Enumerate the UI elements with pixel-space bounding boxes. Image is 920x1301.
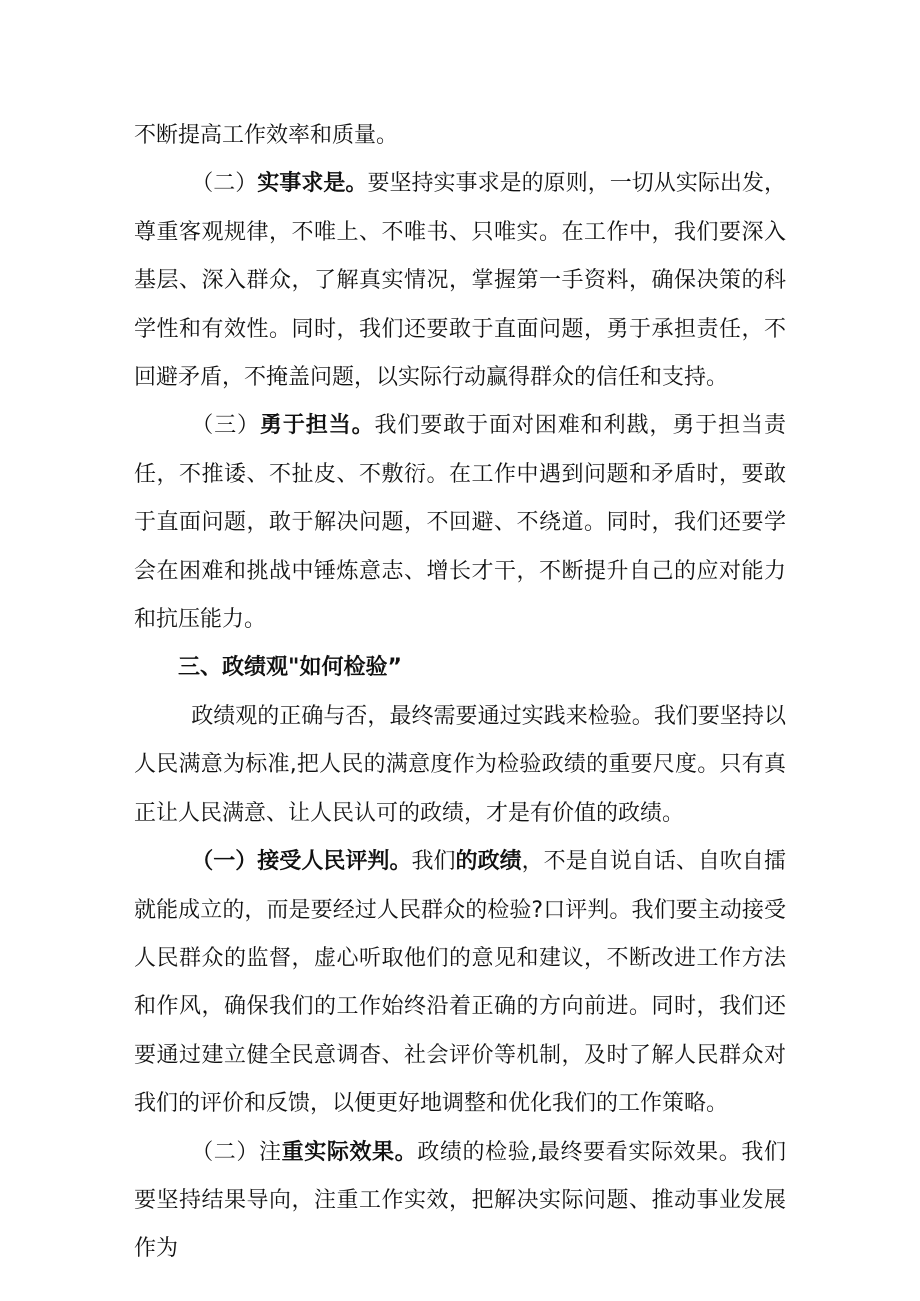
paragraph-text: ，不是自说自话、自吹自擂就能成立的，而是要经过人民群众的检验?口评判。我们要主动接受人民群众的监督，虚心听取他们的意见和建议，不断改进工作方法和作风，确保我们的工作始终沿着正确的方向前进。同时，我们还要通过建立健全民意调杳、社会评价等机制，及时了解人民群众对我们的评价和反馈，以便更好地调整和优化我们的工作策略。: [134, 849, 786, 1117]
paragraph-performance-test: [134, 693, 786, 838]
paragraph-bold-title: 实事求是。: [257, 171, 368, 197]
paragraph-accept-evaluation: [134, 838, 786, 1128]
section-heading: 三、政绩观"如何检验”: [178, 655, 402, 681]
paragraph-bold-inline: 的政绩: [455, 849, 522, 875]
paragraph-bold-title: （一）接受人民评判。: [191, 849, 412, 875]
paragraph-seek-truth: [134, 160, 786, 402]
document-body: [134, 112, 786, 1274]
paragraph-text: 政绩的检验,最终要看实际效果。我们要坚持结果导向，注重工作实效，把解决实际问题、推动事业发展作为: [134, 1139, 786, 1262]
paragraph-prefix: （二）注: [191, 1139, 282, 1165]
paragraph-prefix: （二）: [191, 171, 258, 197]
paragraph-text: 政绩观的正确与否，最终需要通过实践来检验。我们要坚持以人民满意为标准,把人民的满意度作为检验政绩的重要尺度。只有真正让人民满意、让人民认可的政绩，才是有价值的政绩。: [134, 703, 786, 826]
paragraph-bold-title: 重实际效果。: [281, 1139, 418, 1165]
paragraph-bold-title: 勇于担当。: [259, 413, 375, 439]
paragraph-take-responsibility: [134, 402, 786, 644]
paragraph-text: 不断提高工作效率和质量。: [134, 123, 399, 148]
paragraph-practical-effects: [134, 1129, 786, 1274]
paragraph-text: 我们: [411, 849, 456, 875]
paragraph-text: 我们要敢于面对困难和利戡，勇于担当责任，不推诿、不扯皮、不敷衍。在工作中遇到问题和矛盾时，要敢于直面问题，敢于解决问题，不回避、不绕道。同时，我们还要学会在困难和挑战中锤炼意志、增长才干，不断提升自己的应对能力和抗压能力。: [134, 413, 786, 633]
paragraph-text: 要坚持实事求是的原则，一切从实际出发，尊重客观规律，不唯上、不唯书、只唯实。在工作中，我们要深入基层、深入群众，了解真实情况，掌握第一手资料，确保决策的科学性和有效性。同时，我们还要敢于直面问题，勇于承担责任，不回避矛盾，不掩盖问题，以实际行动赢得群众的信任和支持。: [134, 171, 786, 391]
paragraph-prefix: （三）: [191, 413, 260, 439]
paragraph-continuation: [134, 112, 786, 160]
